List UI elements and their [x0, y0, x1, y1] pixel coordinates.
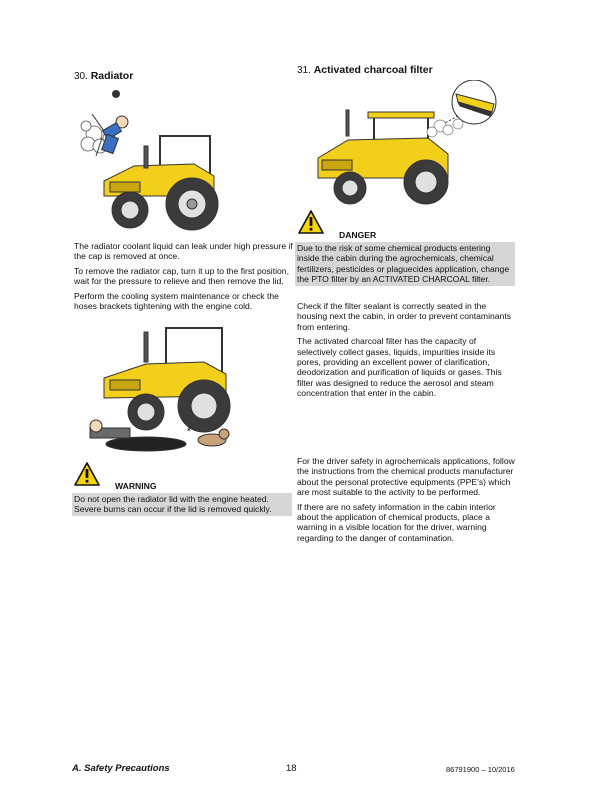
- charcoal-filter-illustration: [308, 80, 508, 206]
- svg-text:✶: ✶: [186, 427, 192, 434]
- leak-burn-illustration: [86, 322, 236, 454]
- warning-label: WARNING: [115, 481, 157, 491]
- section-30-title: [74, 70, 133, 82]
- paragraph: Perform the cooling system maintenance or check the hoses brackets tightening with the engine cold.: [74, 290, 279, 312]
- left-body-text: [74, 241, 296, 315]
- danger-icon: [298, 210, 324, 234]
- section-31-title: [297, 64, 433, 76]
- right-body-text-2: [297, 456, 515, 547]
- paragraph: If there are no safety information in the cabin interior about the application of chemical products, place a warning in a visible location for the driver, warning regarding to the danger of contamination.: [297, 501, 496, 543]
- section-number: 30.: [74, 71, 88, 82]
- right-body-text: [297, 301, 515, 403]
- radiator-illustration: [74, 86, 230, 234]
- danger-label: DANGER: [339, 230, 377, 240]
- paragraph: The activated charcoal filter has the capacity of selectively collect gases, liquids, impurities inside its pores, providing an excellent power of clarification, deodorization and purification of liquids or gases. This filter was designed to reduce the aerosol and steam concentration that enter in the cabin.: [297, 336, 502, 399]
- section-title-text: Activated charcoal filter: [313, 64, 433, 76]
- section-title-text: Radiator: [90, 70, 134, 82]
- footer-section-name: A. Safety Precautions: [72, 763, 170, 774]
- document-reference: 86791900 – 10/2016: [446, 765, 515, 774]
- warning-icon: [74, 462, 100, 486]
- page-number: 18: [286, 763, 297, 774]
- warning-text: Do not open the radiator lid with the engine heated. Severe burns can occur if the lid is removed quickly.: [72, 493, 292, 516]
- section-number: 31.: [297, 65, 311, 76]
- paragraph: The radiator coolant liquid can leak under high pressure if the cap is removed at once.: [74, 241, 293, 262]
- paragraph: To remove the radiator cap, turn it up to the first position, wait for the pressure to relieve and then remove the lid.: [74, 265, 289, 287]
- danger-text: Due to the risk of some chemical products entering inside the cabin during the agrochemicals, chemical fertilizers, pesticides or plaguecides application, change the PTO filter by an ACTIVATED CHARCOAL filter.: [295, 242, 515, 286]
- paragraph: For the driver safety in agrochemicals applications, follow the instructions from the chemical products manufacturer about the personal protective equipments (PPE’s) which are most suitable to the activity to be performed.: [297, 456, 515, 498]
- paragraph: Check if the filter sealant is correctly seated in the housing next the cabin, in order to prevent contaminants from entering.: [297, 301, 512, 332]
